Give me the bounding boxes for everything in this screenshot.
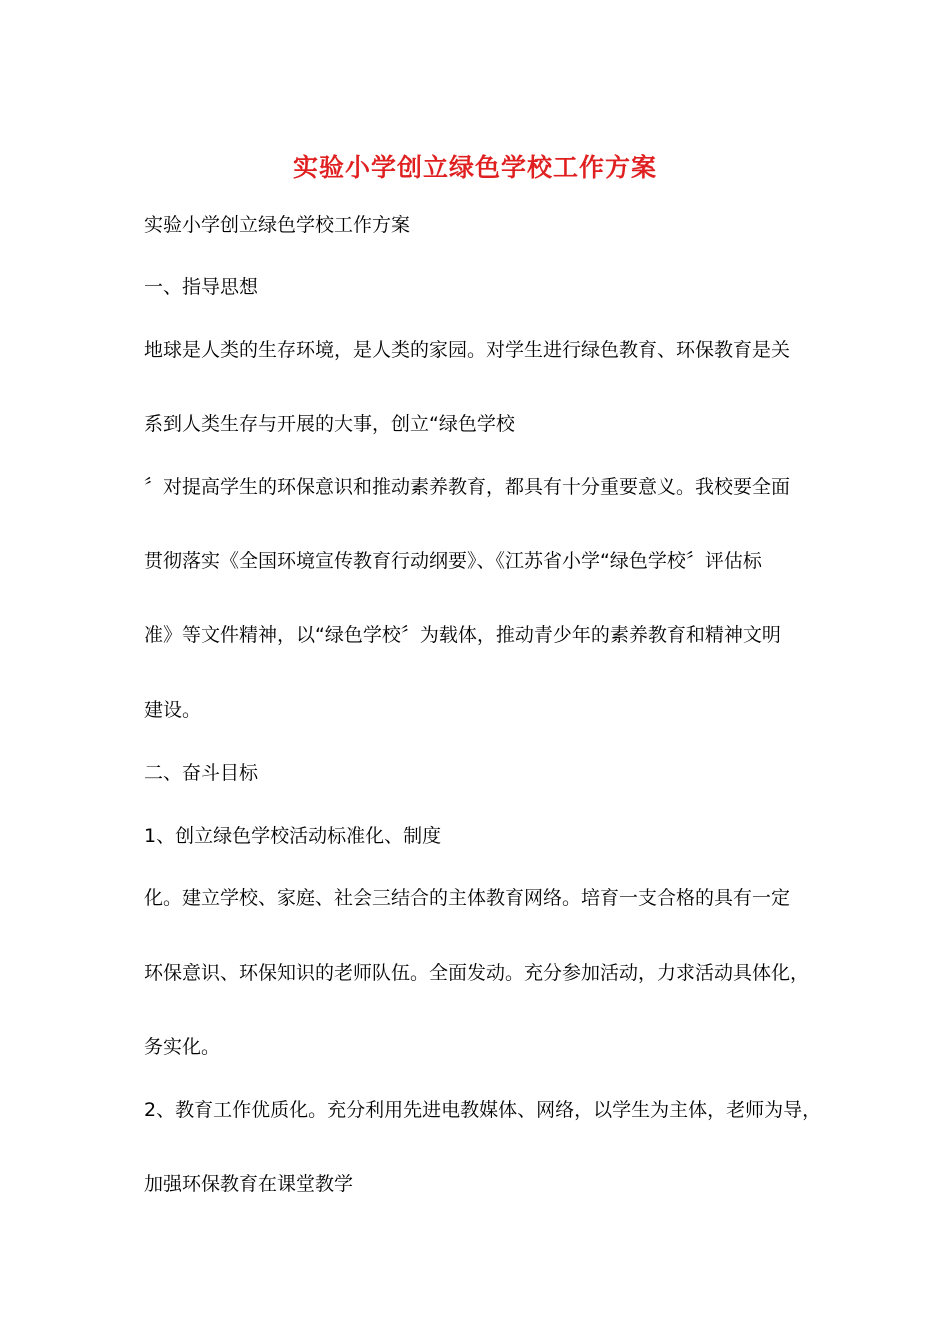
- body-line: 地球是人类的生存环境，是人类的家园。对学生进行绿色教育、环保教育是关: [144, 339, 791, 361]
- body-line: 系到人类生存与开展的大事，创立“绿色学校: [144, 413, 515, 435]
- section-heading-guiding-ideology: 一、指导思想: [144, 276, 259, 298]
- body-line: 建设。: [144, 699, 202, 721]
- body-line: 环保意识、环保知识的老师队伍。全面发动。充分参加活动，力求活动具体化，: [144, 962, 810, 984]
- body-line: 加强环保教育在课堂教学: [144, 1173, 354, 1195]
- body-line: 化。建立学校、家庭、社会三结合的主体教育网络。培育一支合格的具有一定: [144, 887, 791, 909]
- body-line: 务实化。: [144, 1036, 221, 1058]
- list-item-2: 2、教育工作优质化。充分利用先进电教媒体、网络，以学生为主体，老师为导，: [144, 1099, 822, 1121]
- body-line: 贯彻落实《全国环境宣传教育行动纲要》、《江苏省小学“绿色学校〞评估标: [144, 550, 762, 572]
- body-line: 〞对提高学生的环保意识和推动素养教育，都具有十分重要意义。我校要全面: [144, 476, 791, 498]
- section-heading-goals: 二、奋斗目标: [144, 762, 259, 784]
- document-title: 实验小学创立绿色学校工作方案: [292, 153, 657, 182]
- body-line: 准》等文件精神，以“绿色学校〞为载体，推动青少年的素养教育和精神文明: [144, 624, 781, 646]
- list-item-1: 1、创立绿色学校活动标准化、制度: [144, 825, 442, 847]
- body-line-subtitle: 实验小学创立绿色学校工作方案: [144, 214, 411, 236]
